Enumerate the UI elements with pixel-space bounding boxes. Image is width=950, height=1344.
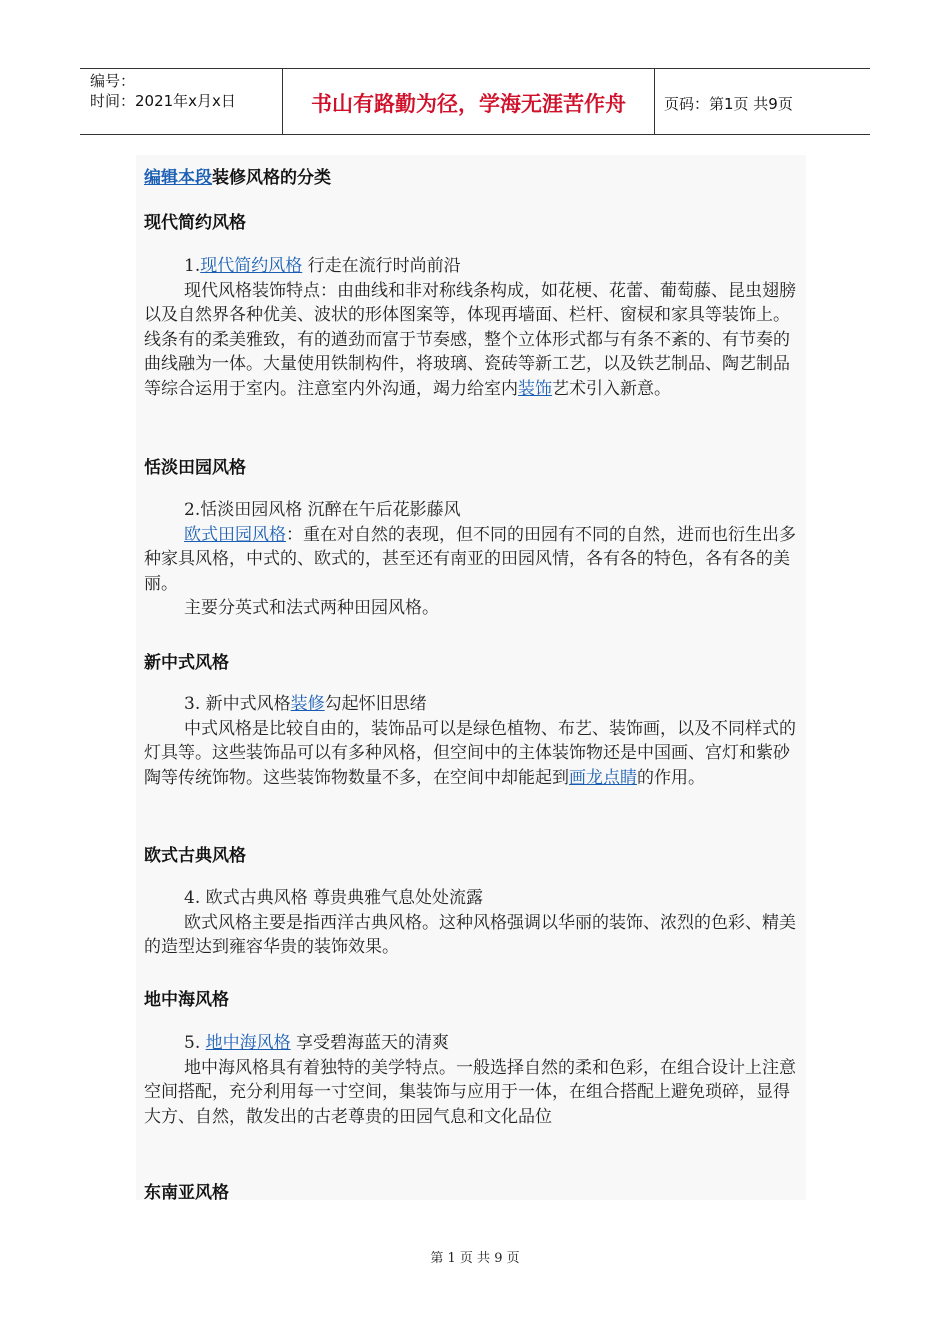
finishing-touch-link[interactable]: 画龙点睛 [569, 767, 637, 788]
header-divider [654, 69, 655, 135]
section-subtitle: 4. 欧式古典风格 尊贵典雅气息处处流露 [184, 888, 484, 908]
section-body: 地中海风格具有着独特的美学特点。一般选择自然的柔和色彩，在组合设计上注意空间搭配，充分利用每一寸空间，集装饰与应用于一体，在组合搭配上避免琐碎，显得大方、自然，散发出的古老尊贵的田园气息和文化品位 [144, 1057, 796, 1127]
section-title: 欧式古典风格 [144, 846, 246, 866]
article-title [144, 163, 331, 188]
section-body: 欧式风格主要是指西洋古典风格。这种风格强调以华丽的装饰、浓烈的色彩、精美的造型达到雍容华贵的装饰效果。 [144, 912, 796, 957]
header-page-info: 页码：第1页 共9页 [664, 95, 793, 113]
section-subtitle: 2.恬淡田园风格 沉醉在午后花影藤风 [184, 500, 461, 520]
mediterranean-link[interactable]: 地中海风格 [205, 1033, 291, 1053]
section-subtitle: 3. 新中式风格装修勾起怀旧思绪 [184, 694, 427, 714]
section-title: 现代简约风格 [144, 213, 246, 233]
section-body: 主要分英式和法式两种田园风格。 [184, 598, 439, 618]
section-body: 现代风格装饰特点：由曲线和非对称线条构成，如花梗、花蕾、葡萄藤、昆虫翅膀以及自然界各种优美、波状的形体图案等，体现再墙面、栏杆、窗棂和家具等装饰上。线条有的柔美雅致，有的遒劲而富于节奏感，整个立体形式都与有条不紊的、有节奏的曲线融为一体。大量使用铁制构件，将玻璃、瓷砖等新工艺，以及铁艺制品、陶艺制品等综合运用于室内。注意室内外沟通，竭力给室内装饰艺术引入新意。 [144, 280, 796, 399]
style-link[interactable]: 现代简约风格 [200, 256, 303, 276]
number-label: 编号： [90, 72, 136, 90]
section-title: 恬淡田园风格 [144, 458, 246, 478]
section-body: 欧式田园风格：重在对自然的表现，但不同的田园有不同的自然，进而也衍生出多种家具风格，中式的、欧式的，甚至还有南亚的田园风情，各有各的特色，各有各的美丽。 [144, 524, 796, 594]
page-footer: 第 1 页 共 9 页 [430, 1251, 520, 1266]
section-body: 中式风格是比较自由的，装饰品可以是绿色植物、布艺、装饰画，以及不同样式的灯具等。这些装饰品可以有多种风格，但空间中的主体装饰物还是中国画、宫灯和紫砂陶等传统饰物。这些装饰物数量不多，在空间中却能起到画龙点睛的作用。 [144, 718, 796, 788]
section-title: 新中式风格 [144, 653, 229, 673]
decoration-link[interactable]: 装饰 [518, 378, 552, 399]
edit-section-link[interactable]: 编辑本段 [144, 168, 212, 188]
article-body [136, 155, 806, 1203]
time-label: 时间：2021年x月x日 [90, 92, 236, 110]
section-title: 地中海风格 [144, 990, 229, 1010]
main-title: 装修风格的分类 [212, 168, 331, 188]
section-subtitle: 5. 地中海风格 享受碧海蓝天的清爽 [184, 1033, 450, 1053]
header-motto: 书山有路勤为径，学海无涯苦作舟 [311, 92, 626, 116]
section-subtitle: 1.现代简约风格 行走在流行时尚前沿 [184, 256, 461, 276]
page-header [80, 68, 870, 135]
renovation-link[interactable]: 装修 [290, 694, 325, 714]
header-meta [90, 71, 236, 111]
section-title: 东南亚风格 [144, 1183, 229, 1203]
european-rural-link[interactable]: 欧式田园风格 [184, 524, 286, 545]
